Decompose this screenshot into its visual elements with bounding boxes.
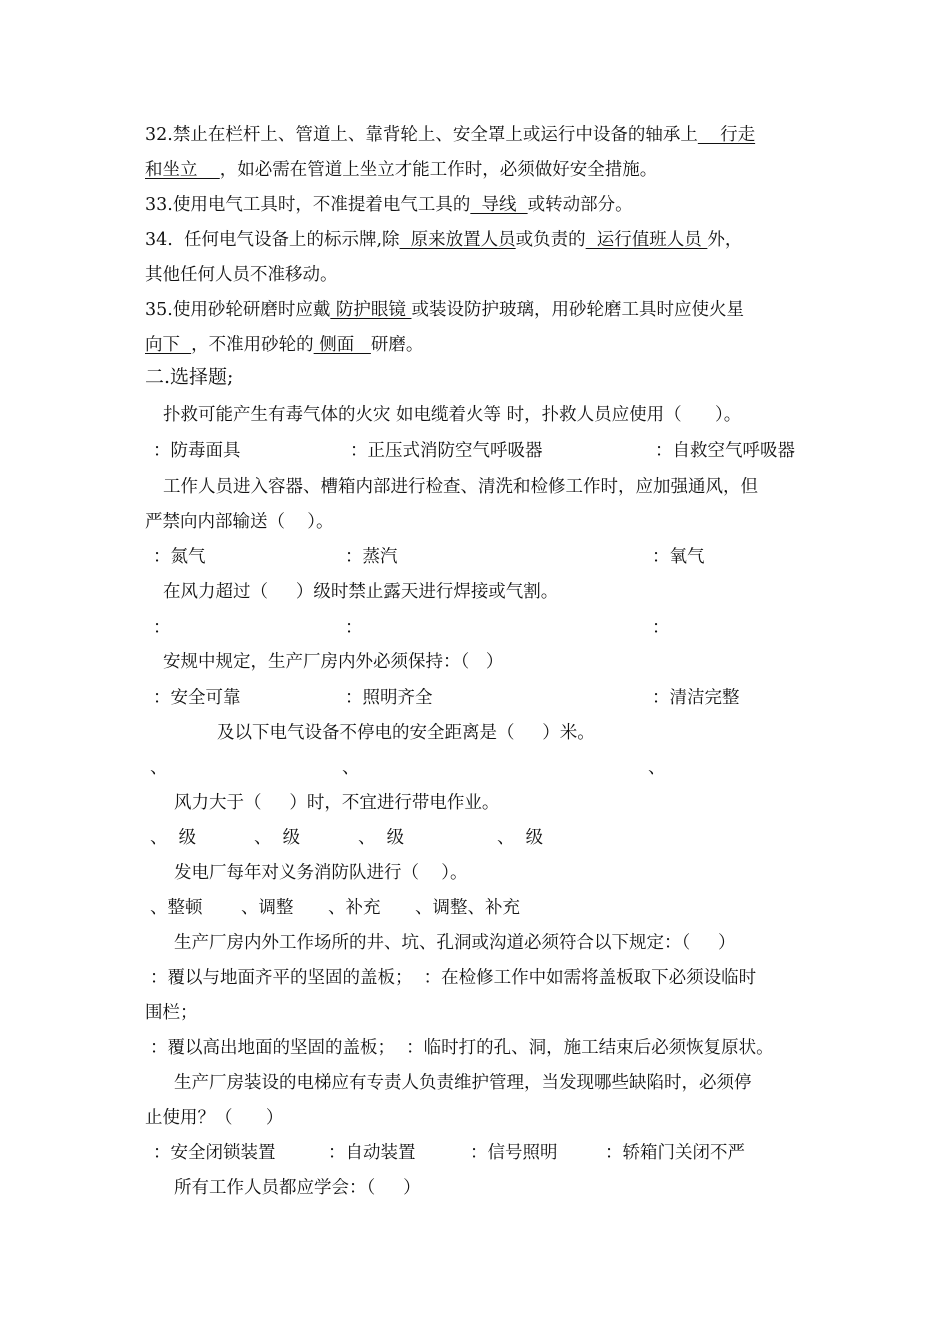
q34-line1	[145, 229, 742, 251]
choice-q9-option-a: ：安全闭锁装置	[153, 1143, 276, 1163]
section-title: 二.选择题;	[145, 366, 234, 388]
q35-line2	[145, 334, 423, 356]
q32-answer: 行走	[697, 125, 756, 145]
choice-q6-option-c: 、 级	[358, 828, 405, 848]
q34-text-end: 外，	[707, 230, 743, 250]
choice-q9-stem-cont: 止使用？（ ）	[145, 1108, 284, 1128]
choice-q9-option-b: ：自动装置	[328, 1143, 416, 1163]
q32-line1	[145, 124, 755, 146]
choice-q5-option-c: 、	[648, 758, 666, 778]
q34-text-mid: 或负责的	[515, 230, 586, 250]
choice-q6-stem: 风力大于（ ）时，不宜进行带电作业。	[174, 793, 500, 813]
choice-q7-option-d: 、调整、补充	[415, 898, 520, 918]
choice-q9-option-c: ：信号照明	[470, 1143, 558, 1163]
q33-text: 33.使用电气工具时，不准提着电气工具的	[145, 195, 471, 215]
choice-q3-stem: 在风力超过（ ）级时禁止露天进行焊接或气割。	[163, 582, 559, 602]
choice-q8-options-cd: ：覆以高出地面的坚固的盖板； ：临时打的孔、洞，施工结束后必须恢复原状。	[150, 1038, 774, 1058]
q34-answer2: 运行值班人员	[585, 230, 708, 250]
choice-q7-stem: 发电厂每年对义务消防队进行（ ）。	[174, 863, 468, 883]
choice-q3-option-b: ：	[345, 618, 363, 638]
choice-q5-option-b: 、	[342, 758, 360, 778]
choice-q9-option-d: ：轿箱门关闭不严	[605, 1143, 745, 1163]
q33-answer: 导线	[470, 195, 528, 215]
q35-answer2: 向下	[145, 335, 192, 355]
choice-q3-option-c: ：	[652, 618, 670, 638]
q35-text-end: 研磨。	[370, 335, 424, 355]
choice-q6-option-d: 、 级	[497, 828, 544, 848]
q35-text: 35.使用砂轮研磨时应戴	[145, 300, 331, 320]
choice-q5-option-a: 、	[150, 758, 168, 778]
choice-q6-option-a: 、 级	[150, 828, 197, 848]
choice-q9-stem: 生产厂房装设的电梯应有专责人负责维护管理，当发现哪些缺陷时，必须停	[174, 1073, 752, 1093]
choice-q2-stem: 工作人员进入容器、槽箱内部进行检查、清洗和检修工作时，应加强通风，但	[163, 477, 758, 497]
choice-q2-option-b: ：蒸汽	[345, 547, 398, 567]
choice-q7-option-c: 、补充	[328, 898, 381, 918]
choice-q8-options-ab-cont: 围栏；	[145, 1003, 198, 1023]
choice-q2-stem-cont: 严禁向内部输送（ ）。	[145, 512, 334, 532]
q34-line2: 其他任何人员不准移动。	[145, 265, 338, 285]
q35-line1	[145, 299, 744, 321]
choice-q1-option-c: ：自救空气呼吸器	[655, 441, 795, 461]
q35-text-mid: 或装设防护玻璃，用砂轮磨工具时应使火星	[411, 300, 744, 320]
choice-q4-option-c: ：清洁完整	[652, 688, 740, 708]
choice-q4-option-a: ：安全可靠	[153, 688, 241, 708]
choice-q3-option-a: ：	[153, 618, 171, 638]
q34-answer1: 原来放置人员	[399, 230, 516, 250]
choice-q2-option-a: ：氮气	[153, 547, 206, 567]
q33-line	[145, 194, 633, 216]
q32-answer-cont: 和坐立	[145, 160, 220, 180]
q35-answer1: 防护眼镜	[330, 300, 412, 320]
choice-q6-option-b: 、 级	[254, 828, 301, 848]
choice-q2-option-c: ：氧气	[652, 547, 705, 567]
choice-q4-stem: 安规中规定，生产厂房内外必须保持：（ ）	[163, 652, 504, 672]
choice-q5-stem: 及以下电气设备不停电的安全距离是（ ）米。	[217, 723, 595, 743]
q35-answer3: 侧面	[313, 335, 371, 355]
q32-text-cont: ，如必需在管道上坐立才能工作时，必须做好安全措施。	[219, 160, 658, 180]
choice-q1-stem: 扑救可能产生有毒气体的火灾 如电缆着火等 时，扑救人员应使用（ ）。	[163, 405, 742, 425]
q32-line2	[145, 159, 657, 181]
q34-text: 34. 任何电气设备上的标示牌,除	[145, 230, 400, 250]
choice-q10-stem: 所有工作人员都应学会：（ ）	[174, 1178, 421, 1198]
choice-q1-option-a: ：防毒面具	[153, 441, 241, 461]
choice-q1-option-b: ：正压式消防空气呼吸器	[350, 441, 543, 461]
choice-q7-option-b: 、调整	[241, 898, 294, 918]
q35-text-mid2: ，不准用砂轮的	[191, 335, 314, 355]
choice-q8-options-ab: ：覆以与地面齐平的坚固的盖板； ：在检修工作中如需将盖板取下必须设临时	[150, 968, 757, 988]
choice-q4-option-b: ：照明齐全	[345, 688, 433, 708]
q33-text-end: 或转动部分。	[527, 195, 633, 215]
q32-text: 32.禁止在栏杆上、管道上、靠背轮上、安全罩上或运行中设备的轴承上	[145, 125, 698, 145]
choice-q7-option-a: 、整顿	[150, 898, 203, 918]
choice-q8-stem: 生产厂房内外工作场所的井、坑、孔洞或沟道必须符合以下规定：（ ）	[174, 933, 736, 953]
